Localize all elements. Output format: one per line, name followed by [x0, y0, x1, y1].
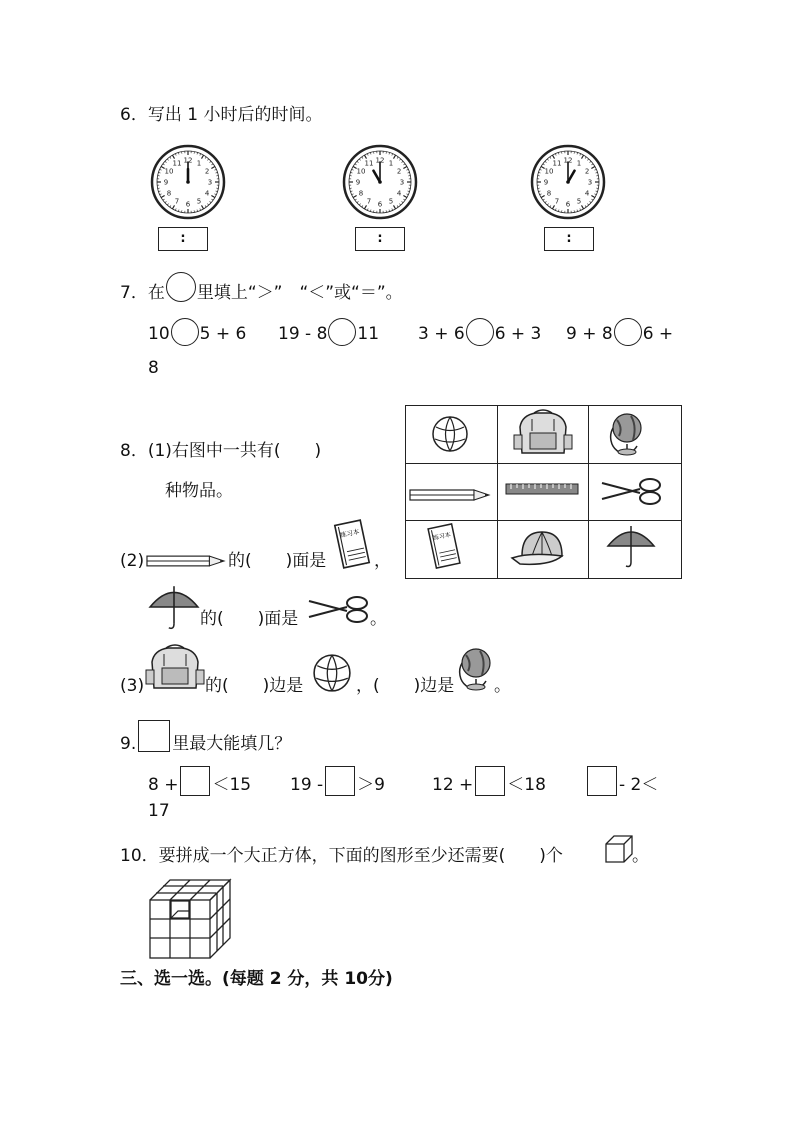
globe-icon: [607, 410, 647, 456]
section3-title: 三、选一选。(每题 2 分，共 10分): [120, 969, 393, 989]
answer-square-4[interactable]: [587, 766, 617, 796]
clock-numeral: 9: [355, 178, 361, 187]
q8-part2-comma: ，: [374, 551, 391, 571]
scissors-icon: [600, 475, 664, 507]
pencil-icon: [409, 487, 493, 503]
q9-item-1-pre: 8 +: [148, 775, 179, 795]
q9-item-3: [432, 766, 546, 796]
time-answer-box-3[interactable]: :: [544, 227, 594, 251]
clock-face-1: [150, 144, 226, 220]
q8-part3-blank1[interactable]: 的( )边是: [205, 676, 304, 696]
clock-numeral: 2: [396, 167, 402, 176]
q10-period: 。: [632, 846, 649, 866]
clock-numeral: 12: [183, 156, 193, 165]
umbrella-icon: [606, 522, 656, 570]
q9-item-1: [148, 766, 251, 796]
q9-item-2-pre: 19 -: [290, 775, 324, 795]
clock-face-2: [342, 144, 418, 220]
q9-item-3-post: ＜18: [507, 775, 546, 795]
clock-numeral: 10: [164, 167, 174, 176]
q9-item-2: [290, 766, 385, 796]
q7-item-3-left: 3 + 6: [418, 324, 465, 344]
time-answer-box-1[interactable]: :: [158, 227, 208, 251]
backpack-icon: [512, 409, 574, 457]
clock-numeral: 3: [399, 178, 405, 187]
clock-numeral: 7: [366, 197, 372, 206]
q9-title: [120, 720, 291, 753]
clock-numeral: 11: [364, 159, 374, 168]
q7-title: [120, 272, 403, 302]
clock-numeral: 10: [544, 167, 554, 176]
answer-square-2[interactable]: [325, 766, 355, 796]
q8-part2-blank[interactable]: 的( )面是: [228, 551, 327, 571]
scissors-icon-inline: [307, 593, 371, 625]
clock-numeral: 1: [196, 159, 202, 168]
clock-numeral: 6: [565, 200, 571, 209]
ruler-icon: [505, 483, 579, 495]
q7-wrap: 8: [148, 358, 159, 378]
q7-title-pre: 7．在: [120, 283, 165, 303]
q6-title: 6．写出 1 小时后的时间。: [120, 105, 323, 125]
compare-circle-sample: [166, 272, 196, 302]
clock-numeral: 12: [375, 156, 385, 165]
unit-cube-icon: [604, 834, 634, 864]
clock-face-3: [530, 144, 606, 220]
notebook-icon: [428, 522, 460, 570]
q7-item-2: [278, 318, 379, 346]
q9-item-2-post: ＞9: [357, 775, 385, 795]
compare-circle-3[interactable]: [466, 318, 494, 346]
q9-item-4-post: - 2＜: [619, 775, 659, 795]
clock-numeral: 3: [207, 178, 213, 187]
q7-item-2-left: 19 - 8: [278, 324, 328, 344]
notebook-icon-inline: [334, 518, 370, 570]
clock-numeral: 2: [204, 167, 210, 176]
q8-part2-label: (2): [120, 551, 145, 571]
clock-numeral: 10: [356, 167, 366, 176]
q7-item-3-right: 6 + 3: [494, 324, 542, 344]
clock-numeral: 5: [576, 197, 582, 206]
backpack-icon-inline: [144, 643, 206, 693]
answer-square-3[interactable]: [475, 766, 505, 796]
q7-item-2-right: 11: [357, 324, 380, 344]
clock-numeral: 4: [396, 189, 402, 198]
clock-numeral: 4: [584, 189, 590, 198]
clock-numeral: 4: [204, 189, 210, 198]
q8-line1: 8．(1)右图中一共有( ): [120, 441, 322, 461]
time-answer-box-2[interactable]: :: [355, 227, 405, 251]
clock-center-pin: [566, 180, 570, 184]
q8-part2b-period: 。: [370, 609, 387, 629]
clock-numeral: 12: [563, 156, 573, 165]
clock-numeral: 9: [163, 178, 169, 187]
compare-circle-1[interactable]: [171, 318, 199, 346]
clock-center-pin: [378, 180, 382, 184]
clock-numeral: 7: [174, 197, 180, 206]
q7-item-1-right: 5 + 6: [199, 324, 247, 344]
q9-item-1-post: ＜15: [212, 775, 252, 795]
ball-icon: [431, 415, 469, 453]
globe-icon-inline: [456, 644, 496, 692]
ball-icon-inline: [312, 653, 352, 693]
clock-numeral: 8: [546, 189, 552, 198]
clock-numeral: 6: [377, 200, 383, 209]
q9-wrap: 17: [148, 801, 170, 821]
q8-part3-period: 。: [494, 676, 511, 696]
notebook-label-inline: 练习本: [339, 527, 361, 540]
clock-numeral: 11: [552, 159, 562, 168]
compare-circle-2[interactable]: [328, 318, 356, 346]
q7-item-3: [418, 318, 541, 346]
clock-numeral: 7: [554, 197, 560, 206]
q8-part3-blank2[interactable]: ，( )边是: [356, 676, 455, 696]
umbrella-icon-inline: [148, 582, 200, 632]
q9-title-post: 里最大能填几？: [172, 734, 292, 754]
q9-item-4: [585, 766, 658, 796]
q10-title-pre[interactable]: 10．要拼成一个大正方体，下面的图形至少还需要( )个: [120, 846, 563, 866]
q7-title-post: 里填上“＞” “＜”或“＝”。: [196, 283, 403, 303]
q7-item-1-left: 10: [148, 324, 170, 344]
q8-part2b-blank[interactable]: 的( )面是: [200, 609, 299, 629]
q9-title-pre: 9.: [120, 734, 137, 754]
clock-numeral: 2: [584, 167, 590, 176]
clock-numeral: 1: [388, 159, 394, 168]
q9-item-3-pre: 12 +: [432, 775, 474, 795]
q7-item-1: [148, 318, 246, 346]
clock-numeral: 5: [388, 197, 394, 206]
compare-circle-4[interactable]: [614, 318, 642, 346]
clock-numeral: 8: [358, 189, 364, 198]
clock-numeral: 3: [587, 178, 593, 187]
clock-numeral: 5: [196, 197, 202, 206]
clock-numeral: 1: [576, 159, 582, 168]
clock-numeral: 9: [543, 178, 549, 187]
answer-square-sample: [138, 720, 170, 752]
q7-item-4-right: 6 +: [642, 324, 674, 344]
stacked-cubes-figure: [148, 878, 232, 960]
clock-numeral: 8: [166, 189, 172, 198]
clock-center-pin: [186, 180, 190, 184]
q8-part3-label: (3): [120, 676, 145, 696]
pencil-icon-inline: [146, 553, 228, 569]
q7-item-4: [566, 318, 673, 346]
q10-title: [120, 848, 563, 865]
clock-numeral: 6: [185, 200, 191, 209]
q8-line1b: 种物品。: [165, 481, 233, 501]
notebook-label-grid: 练习本: [432, 531, 452, 543]
cap-icon: [510, 526, 572, 568]
answer-square-1[interactable]: [180, 766, 210, 796]
clock-numeral: 11: [172, 159, 182, 168]
q7-item-4-left: 9 + 8: [566, 324, 613, 344]
